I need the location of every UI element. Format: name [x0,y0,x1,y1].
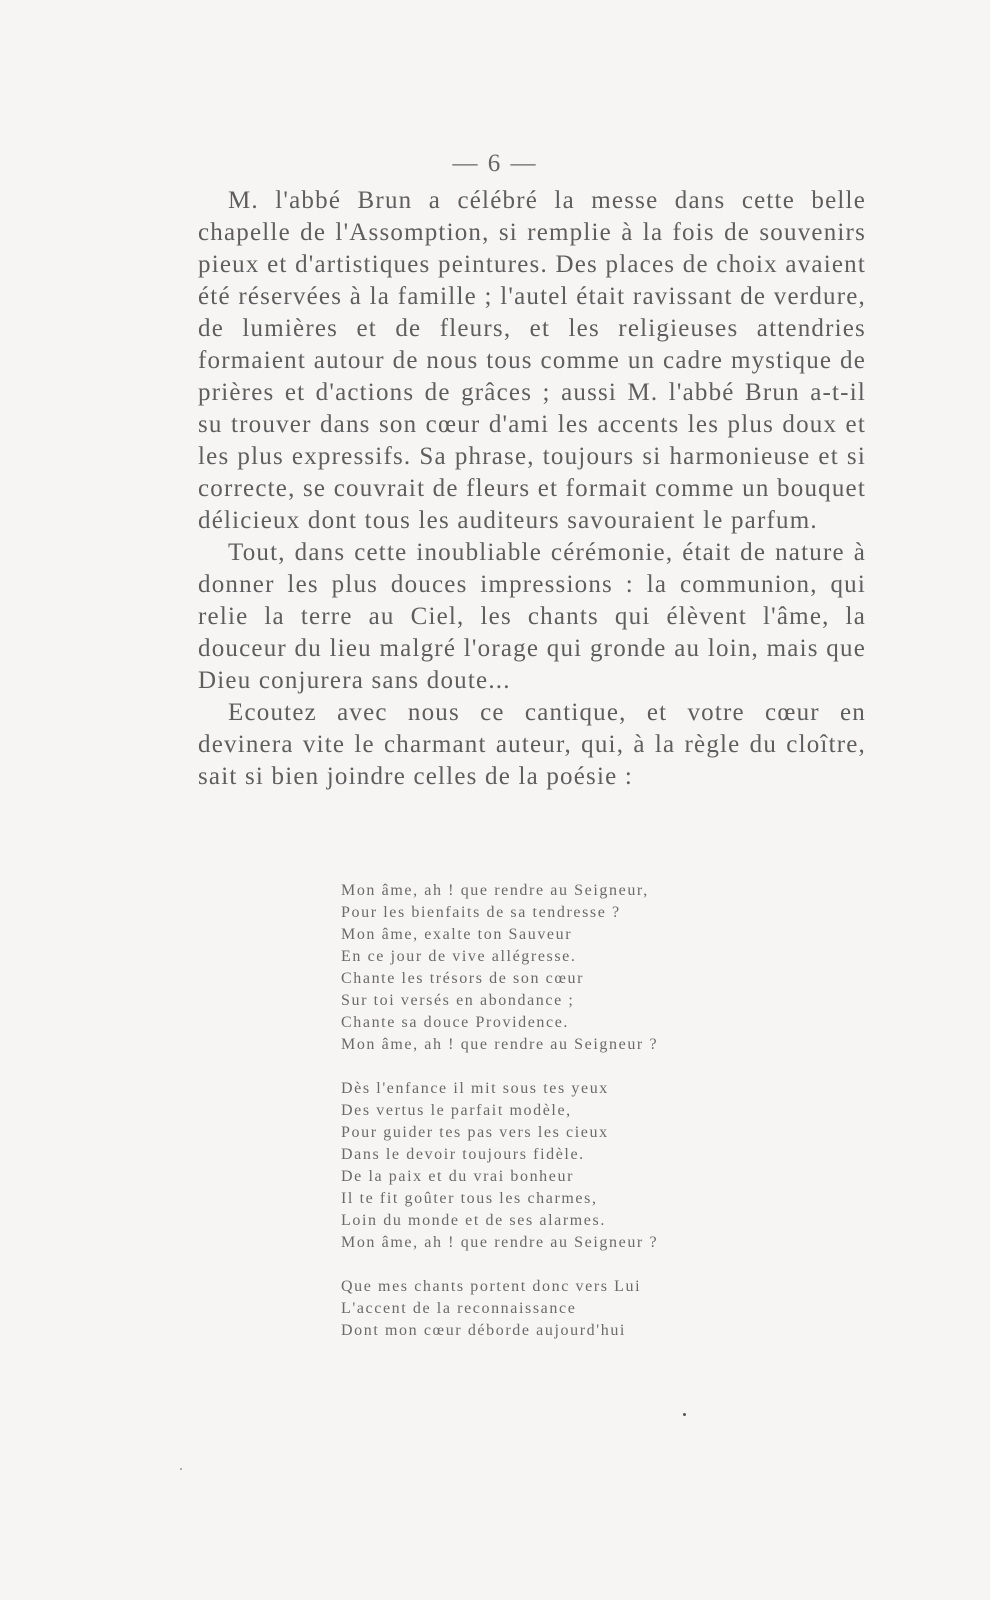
verse-line: L'accent de la reconnaissance [341,1300,577,1317]
verse-line: Des vertus le parfait modèle, [341,1102,572,1119]
verse-line: Il te fit goûter tous les charmes, [341,1190,598,1207]
verse-line: Mon âme, ah ! que rendre au Seigneur ? [341,1036,659,1053]
stanza-3 [341,1276,801,1342]
verse-line: Chante sa douce Providence. [341,1014,570,1031]
verse-line: Chante les trésors de son cœur [341,970,585,987]
verse-line: Sur toi versés en abondance ; [341,992,575,1009]
verse-line: Pour guider tes pas vers les cieux [341,1124,609,1141]
verse-line: Dès l'enfance il mit sous tes yeux [341,1080,609,1097]
verse-line: De la paix et du vrai bonheur [341,1168,575,1185]
prose-body [198,185,866,793]
verse-line: Que mes chants portent donc vers Lui [341,1278,642,1295]
verse-line: Pour les bienfaits de sa tendresse ? [341,904,621,921]
verse-line: Loin du monde et de ses alarmes. [341,1212,606,1229]
print-speck [683,1413,686,1416]
page-number: — 6 — [452,150,538,177]
verse-line: Dont mon cœur déborde aujourd'hui [341,1322,626,1339]
verse-line: En ce jour de vive allégresse. [341,948,577,965]
verse-line: Mon âme, exalte ton Sauveur [341,926,573,943]
canticle [341,880,801,1364]
paragraph-mass: M. l'abbé Brun a célébré la messe dans cette belle chapelle de l'Assomption, si remplie à la fois de souvenirs pieux et d'artistiques peintures. Des places de choix avaient été réservées à la famille ; l'autel était ravissant de verdure, de lumières et de fleurs, et les religieuses attendries formaient autour de nous tous comme un cadre mystique de prières et d'actions de grâces ; aussi M. l'abbé Brun a-t-il su trouver dans son cœur d'ami les accents les plus doux et les plus expressifs. Sa phrase, toujours si harmonieuse et si correcte, se couvrait de fleurs et formait comme un bouquet délicieux dont tous les auditeurs savouraient le parfum. [198,187,866,534]
verse-line: Mon âme, ah ! que rendre au Seigneur, [341,882,649,899]
paragraph-ceremony: Tout, dans cette inoubliable cérémonie, était de nature à donner les plus douces impressions : la communion, qui relie la terre au Ciel, les chants qui élèvent l'âme, la douceur du lieu malgré l'orage qui gronde au loin, mais que Dieu conjurera sans doute... [198,539,866,694]
paragraph-canticle-intro: Ecoutez avec nous ce cantique, et votre cœur en devinera vite le charmant auteur, qui, à la règle du cloître, sait si bien joindre celles de la poésie : [198,699,866,790]
print-speck [180,1468,182,1470]
stanza-2 [341,1078,801,1254]
verse-line: Dans le devoir toujours fidèle. [341,1146,585,1163]
stanza-1 [341,880,801,1056]
verse-line: Mon âme, ah ! que rendre au Seigneur ? [341,1234,659,1251]
